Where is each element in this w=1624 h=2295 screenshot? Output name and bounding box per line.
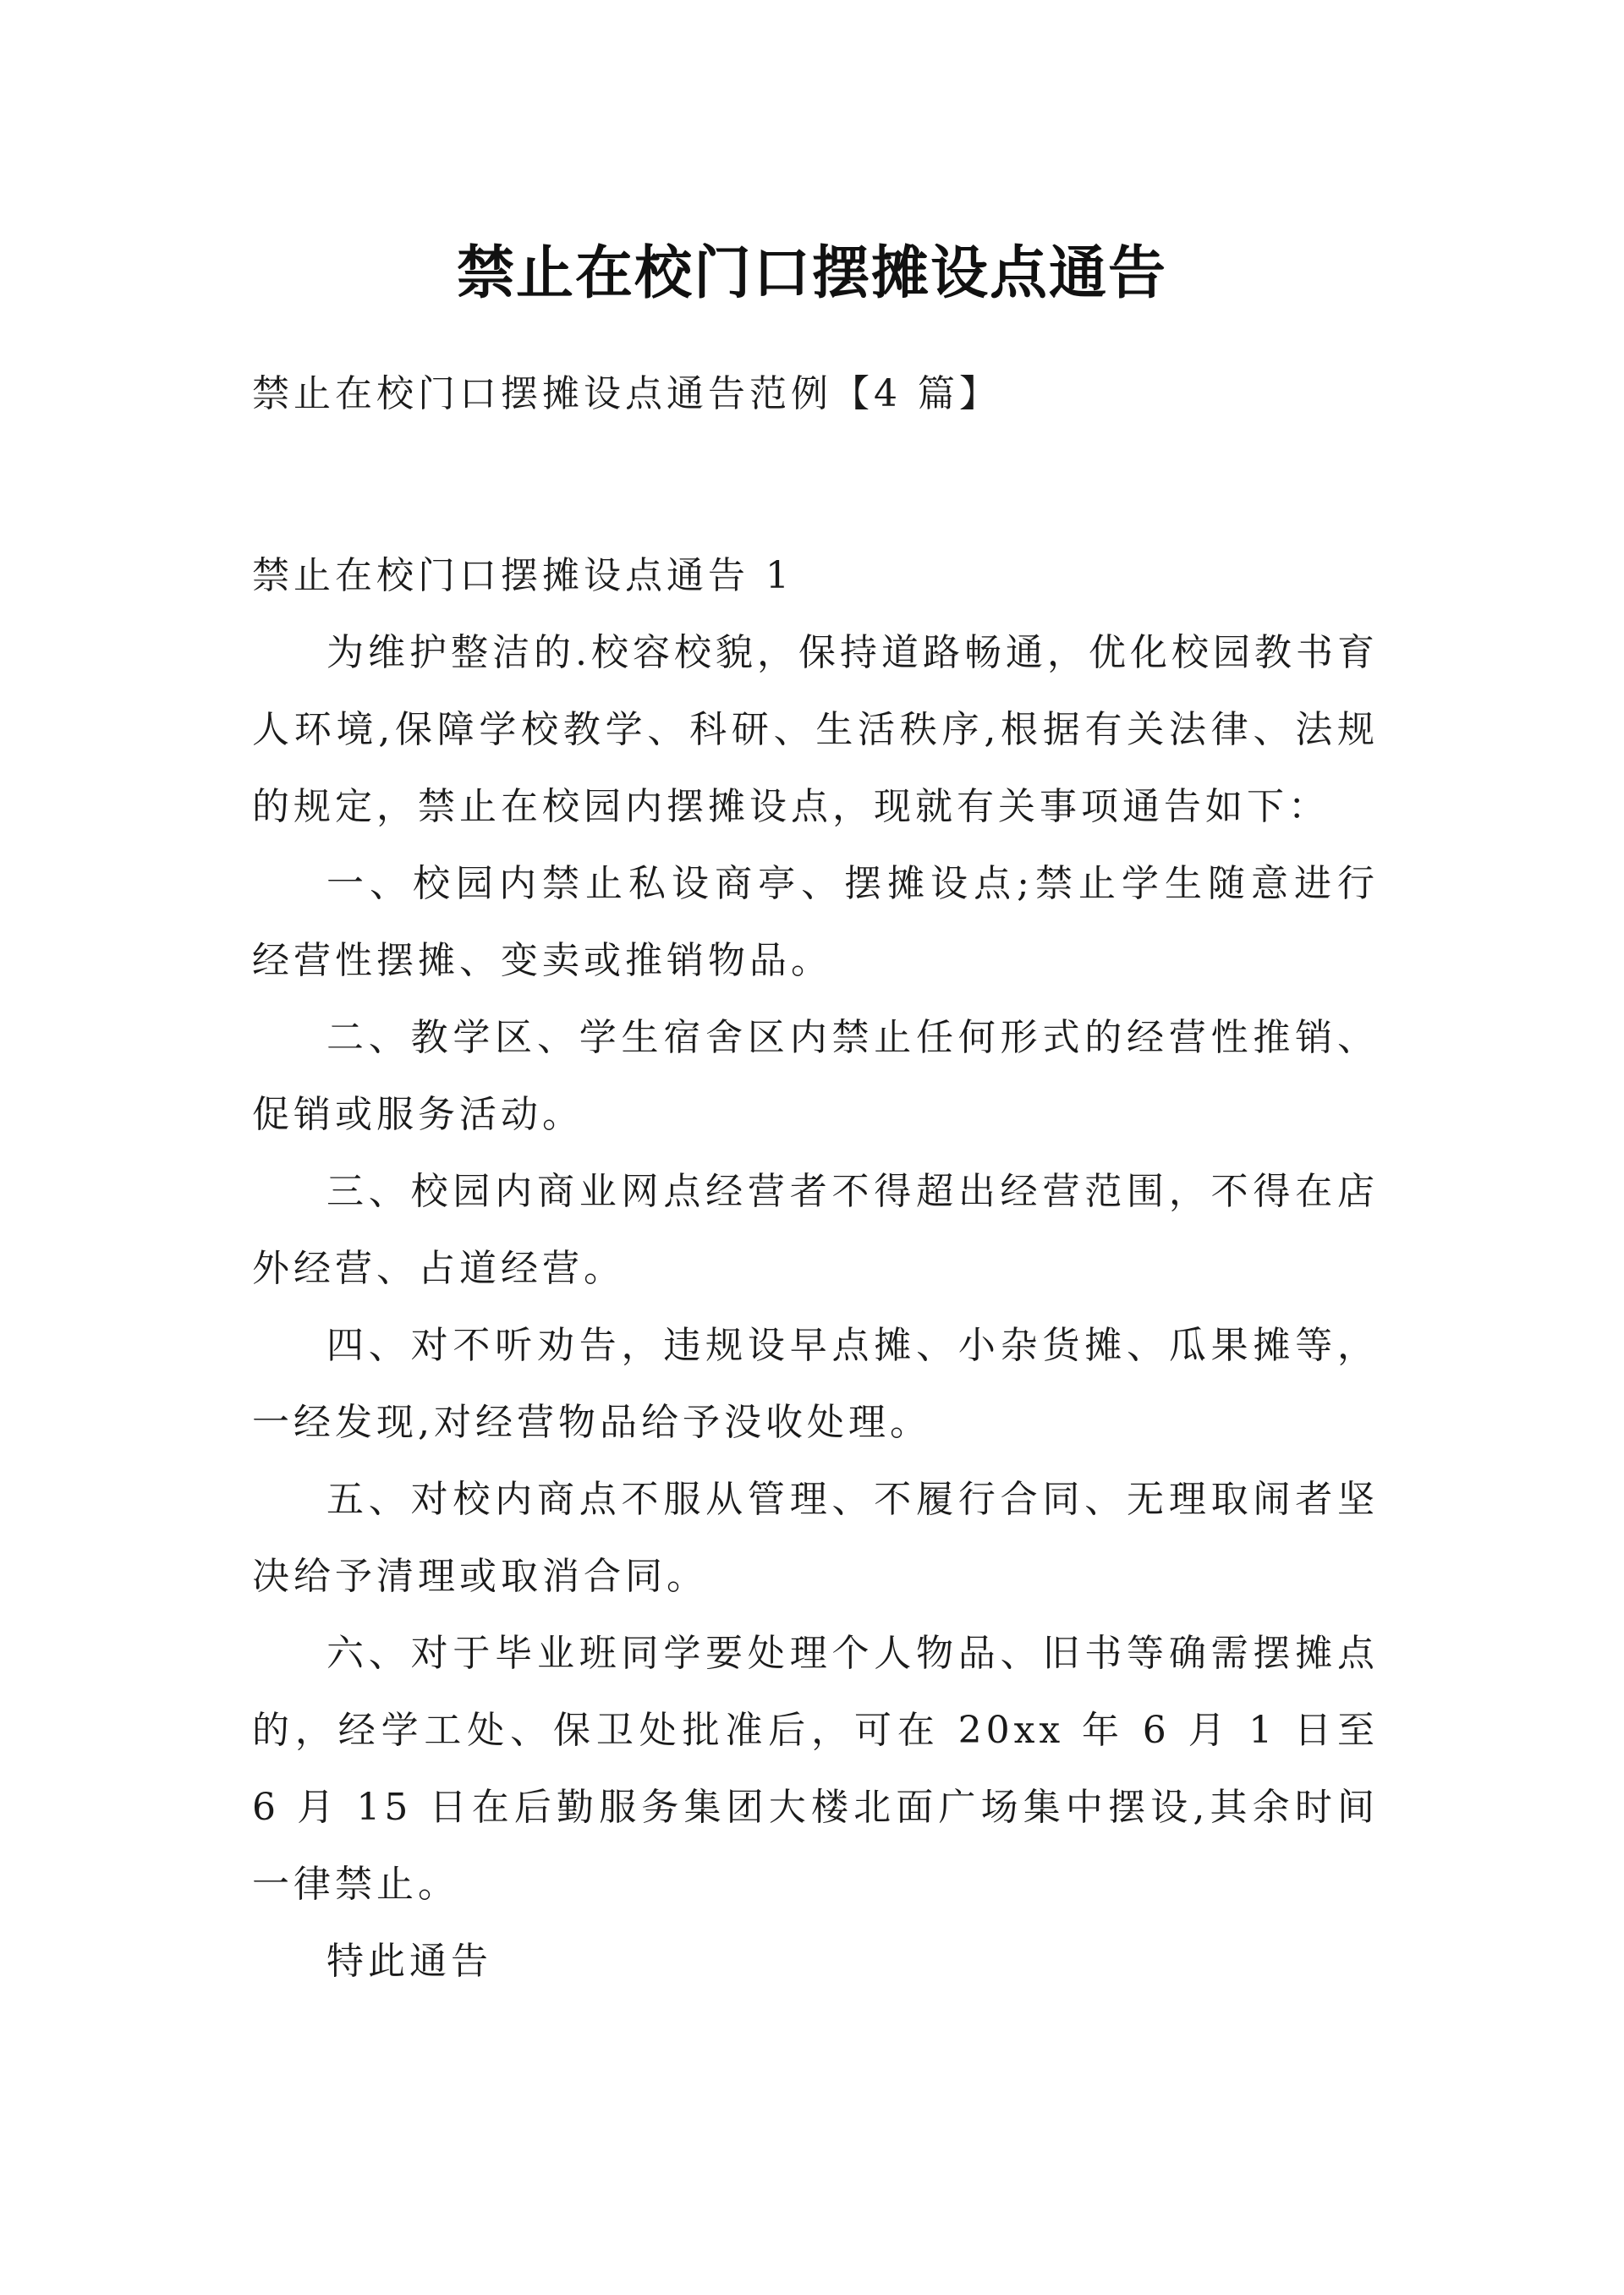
rule-paragraph-5: 五、对校内商点不服从管理、不履行合同、无理取闹者坚决给予清理或取消合同。 [252, 1478, 1379, 1598]
rule-paragraph-4: 四、对不听劝告，违规设早点摊、小杂货摊、瓜果摊等，一经发现,对经营物品给予没收处理。 [252, 1324, 1379, 1444]
document-body [252, 355, 1379, 2000]
rule-paragraph-3: 三、校园内商业网点经营者不得超出经营范围，不得在店外经营、占道经营。 [252, 1170, 1379, 1290]
section-heading: 禁止在校门口摆摊设点通告 1 [252, 554, 793, 597]
rule-paragraph-2: 二、教学区、学生宿舍区内禁止任何形式的经营性推销、促销或服务活动。 [252, 1016, 1379, 1136]
rule-paragraph-1: 一、校园内禁止私设商亭、摆摊设点;禁止学生随意进行经营性摆摊、变卖或推销物品。 [252, 862, 1379, 982]
intro-paragraph: 为维护整洁的.校容校貌，保持道路畅通，优化校园教书育人环境,保障学校教学、科研、生活秩序,根据有关法律、法规的规定，禁止在校园内摆摊设点，现就有关事项通告如下： [252, 631, 1379, 828]
document-subtitle: 禁止在校门口摆摊设点通告范例【4 篇】 [252, 372, 1001, 415]
closing-text: 特此通告 [326, 1940, 492, 1983]
document-title: 禁止在校门口摆摊设点通告 [456, 239, 1167, 307]
rule-paragraph-6: 六、对于毕业班同学要处理个人物品、旧书等确需摆摊点的，经学工处、保卫处批准后，可在 20xx 年 6 月 1 日至 6 月 15 日在后勤服务集团大楼北面广场集中摆设,其余时间一律禁止。 [252, 1632, 1379, 1906]
